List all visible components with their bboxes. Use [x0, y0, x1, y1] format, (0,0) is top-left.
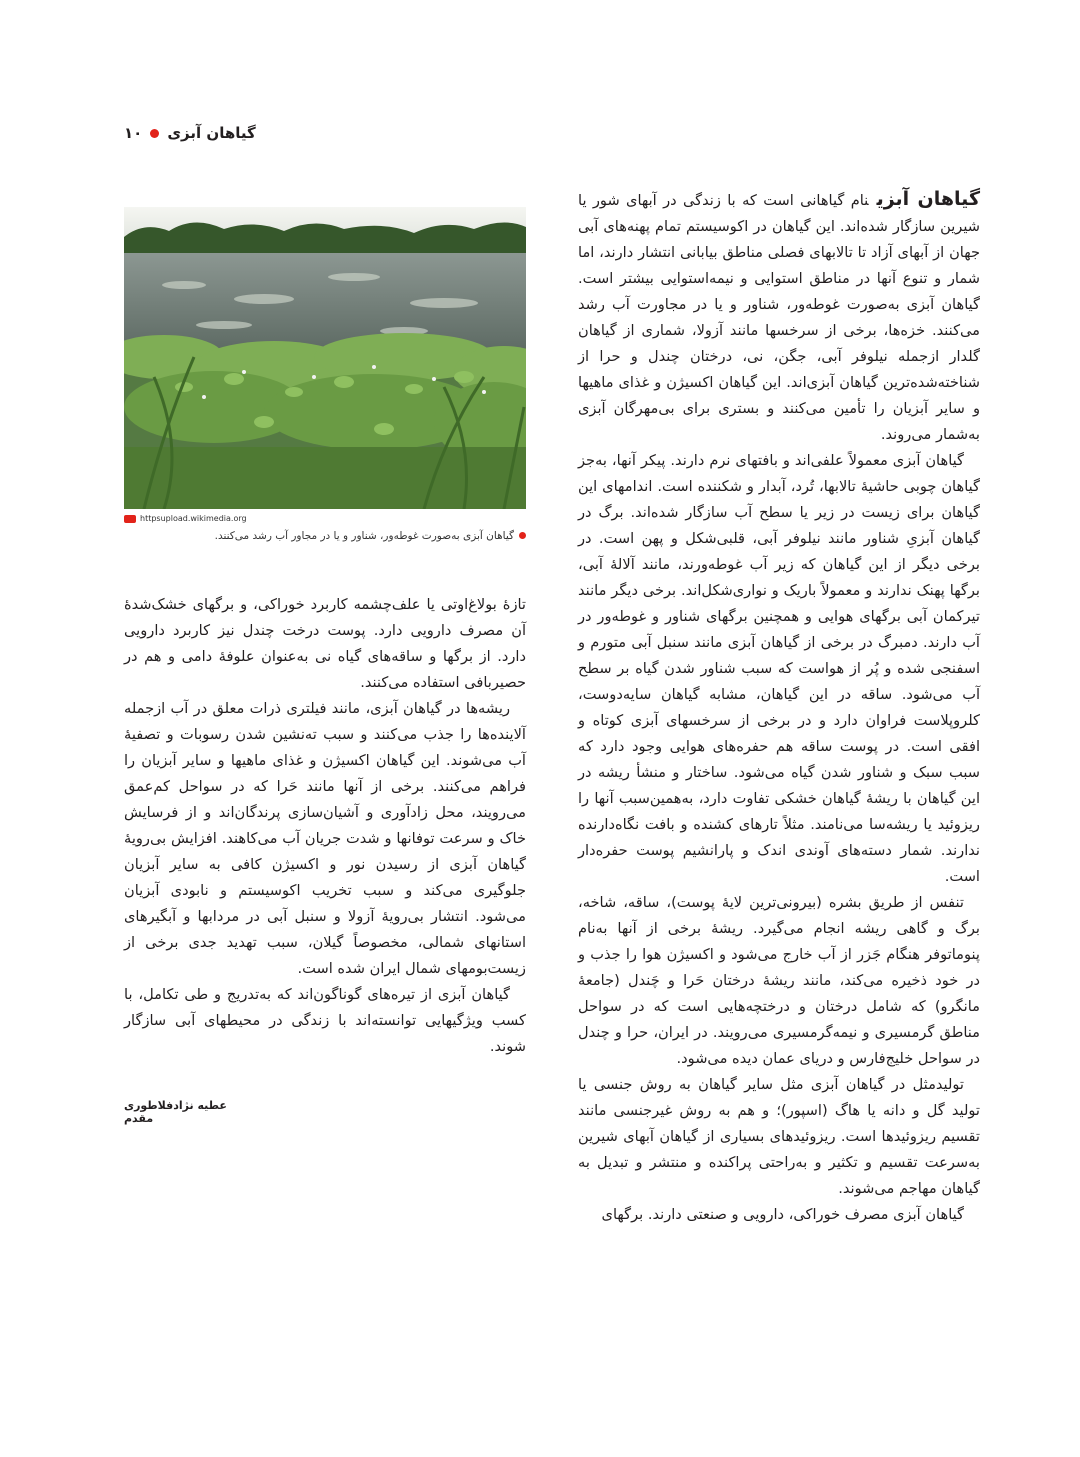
paragraph: گیاهان آبزی مصرف خوراکی، دارویی و صنعتی دارند. برگهای [601, 1206, 964, 1223]
page-header [124, 124, 256, 142]
caption-text: گیاهان آبزی به‌صورت غوطه‌ور، شناور و یا در مجاور آب رشد می‌کنند. [214, 530, 514, 542]
page-number: ۱۰ [124, 124, 143, 142]
paragraph-text: نام گیاهانی است که با زندگی در آبهای شور یا شیرین سازگار شده‌اند. این گیاهان در اکوسیستم تمام پهنه‌های آبی جهان از آبهای آزاد تا تالابهای فصلی مناطق بیابانی انتشار دارند، اما شمار و تنوع آنها در مناطق استوایی و نیمه‌استوایی بیشتر است. گیاهان آبزی به‌صورت غوطه‌ور، شناور و یا در مجاورت آب رشد می‌کنند. خزه‌ها، برخی از سرخسها مانند آزولا، شماری از گیاهان گلدار ازجمله نیلوفر آبی، جگن، نی، درختان چندل و حرا از شناخته‌شده‌ترین گیاهان آبزی‌اند. این گیاهان اکسیژن و غذای ماهیها و سایر آبزیان را تأمین می‌کنند و بستری برای بی‌مهرگان آبزی به‌شمار می‌روند. [578, 192, 980, 443]
author-name: عطیه نژادفلاطوری مقدم [124, 1099, 227, 1125]
article-column-right [578, 186, 980, 1228]
paragraph: گیاهان آبزی از تیره‌های گوناگون‌اند که به‌تدریج و طی تکامل، با کسب ویژگیهایی توانسته‌اند با زندگی در محیطهای آبی سازگار شوند. [124, 986, 526, 1055]
red-dot-icon [519, 532, 526, 539]
photo-credit [124, 514, 247, 523]
headword: گیاهان آبزی [876, 188, 980, 210]
paragraph: تنفس از طریق بشره (بیرونی‌ترین لایهٔ پوست)، ساقه، شاخه، برگ و گاهی ریشه انجام می‌گیرد. ریشهٔ برخی از آنها به‌نام پنوماتوفر هنگام جَزر از آب خارج می‌شود و اکسیژن هوا را جذب و در خود ذخیره می‌کند، مانند ریشهٔ درختان حَرا و چَندل (جامعهٔ مانگرو) که شامل درختان و درختچه‌هایی است که در سواحل مناطق گرمسیری و نیمه‌گرمسیری می‌رویند. در ایران، حرا و چندل در سواحل خلیج‌فارس و دریای عمان دیده می‌شود. [578, 894, 980, 1067]
article-column-left [124, 592, 526, 1060]
paragraph: تولیدمثل در گیاهان آبزی مثل سایر گیاهان به روش جنسی یا تولید گل و دانه یا هاگ (اسپور)؛ و هم به روش غیرجنسی مانند تقسیم ریزوئیدها است. ریزوئیدهای بسیاری از گیاهان آبهای شیرین به‌سرعت تقسیم و تکثیر و به‌راحتی پراکنده و منتشر و تبدیل به گیاهان مهاجم می‌شوند. [578, 1076, 980, 1197]
photo-illustration [124, 207, 526, 509]
running-title: گیاهان آبزی [167, 124, 256, 142]
photo-caption [124, 530, 526, 542]
paragraph: تازهٔ بولاغ‌اوتی یا علف‌چشمه کاربرد خوراکی، و برگهای خشک‌شدهٔ آن مصرف دارویی دارد. پوست درخت چندل نیز کاربرد دارویی دارد. از برگها و ساقه‌های گیاه نی به‌عنوان علوفهٔ دامی و هم در حصیربافی استفاده می‌کنند. [124, 596, 526, 691]
aquatic-plants-photo [124, 207, 526, 509]
camera-icon [124, 515, 136, 523]
red-dot-icon [150, 129, 159, 138]
credit-text: httpsupload.wikimedia.org [140, 514, 247, 523]
paragraph [578, 186, 980, 448]
paragraph: گیاهان آبزی معمولاً علفی‌اند و بافتهای نرم دارند. پیکر آنها، به‌جز گیاهان چوبی حاشیهٔ تالابها، تُرد، آبدار و شکننده است. اندامهای این گیاهان برای زیست در زیر یا سطح آب سازگار شده‌اند. برگ در گیاهان آبزیِ شناور مانند نیلوفر آبی، قلبی‌شکل و پهن است. در برخی دیگر از این گیاهان که زیر آب غوطه‌ورند، مانند آلالهٔ آبی، برگها پهنک ندارند و معمولاً باریک و نواری‌شکل‌اند. برخی دیگر مانند تیرکمان آبی برگهای هوایی و همچنین برگهای شناور و غوطه‌ور در آب دارند. دمبرگ در برخی از گیاهان آبزی مانند سنبل آبی متورم و اسفنجی شده و پُر از هواست که سبب شناور شدن گیاه بر سطح آب می‌شود. ساقه در این گیاهان، مشابه گیاهان سایه‌دوست، کلروپلاست فراوان دارد و در برخی از سرخسهای آبزی کوتاه و افقی است. در پوست ساقه هم حفره‌های هوایی وجود دارد که سبب سبک و شناور شدن گیاه می‌شود. ساختار و منشأ ریشه در این گیاهان با ریشهٔ گیاهان خشکی تفاوت دارد، به‌همین‌سبب آنها را ریزوئید یا ریشه‌سا می‌نامند. مثلاً تارهای کشنده و بافت نگاه‌دارنده ندارند. شمار دسته‌های آوندی اندک و پارانشیم پوست حفره‌دار است. [578, 452, 980, 885]
paragraph: ریشه‌ها در گیاهان آبزی، مانند فیلتری ذرات معلق در آب ازجمله آلاینده‌ها را جذب می‌کنند و سبب ته‌نشین شدن رسوبات و تصفیهٔ آب می‌شوند. این گیاهان اکسیژن و غذای ماهیها و سایر آبزیان را فراهم می‌کنند. برخی از آنها مانند حَرا که در سواحل کم‌عمق می‌رویند، محل زادآوری و آشیان‌سازی پرندگان‌اند و از فرسایش خاک و سرعت توفانها و شدت جریان آب می‌کاهند. افزایش بی‌رویهٔ گیاهان آبزی از رسیدن نور و اکسیژن کافی به سایر آبزیان جلوگیری می‌کند و سبب تخریب اکوسیستم و نابودی آبزیان می‌شود. انتشار بی‌رویهٔ آزولا و سنبل آبی در مردابها و آبگیرهای استانهای شمالی، مخصوصاً گیلان، سبب تهدید جدی برخی از زیست‌بومهای شمال ایران شده است. [124, 700, 526, 977]
